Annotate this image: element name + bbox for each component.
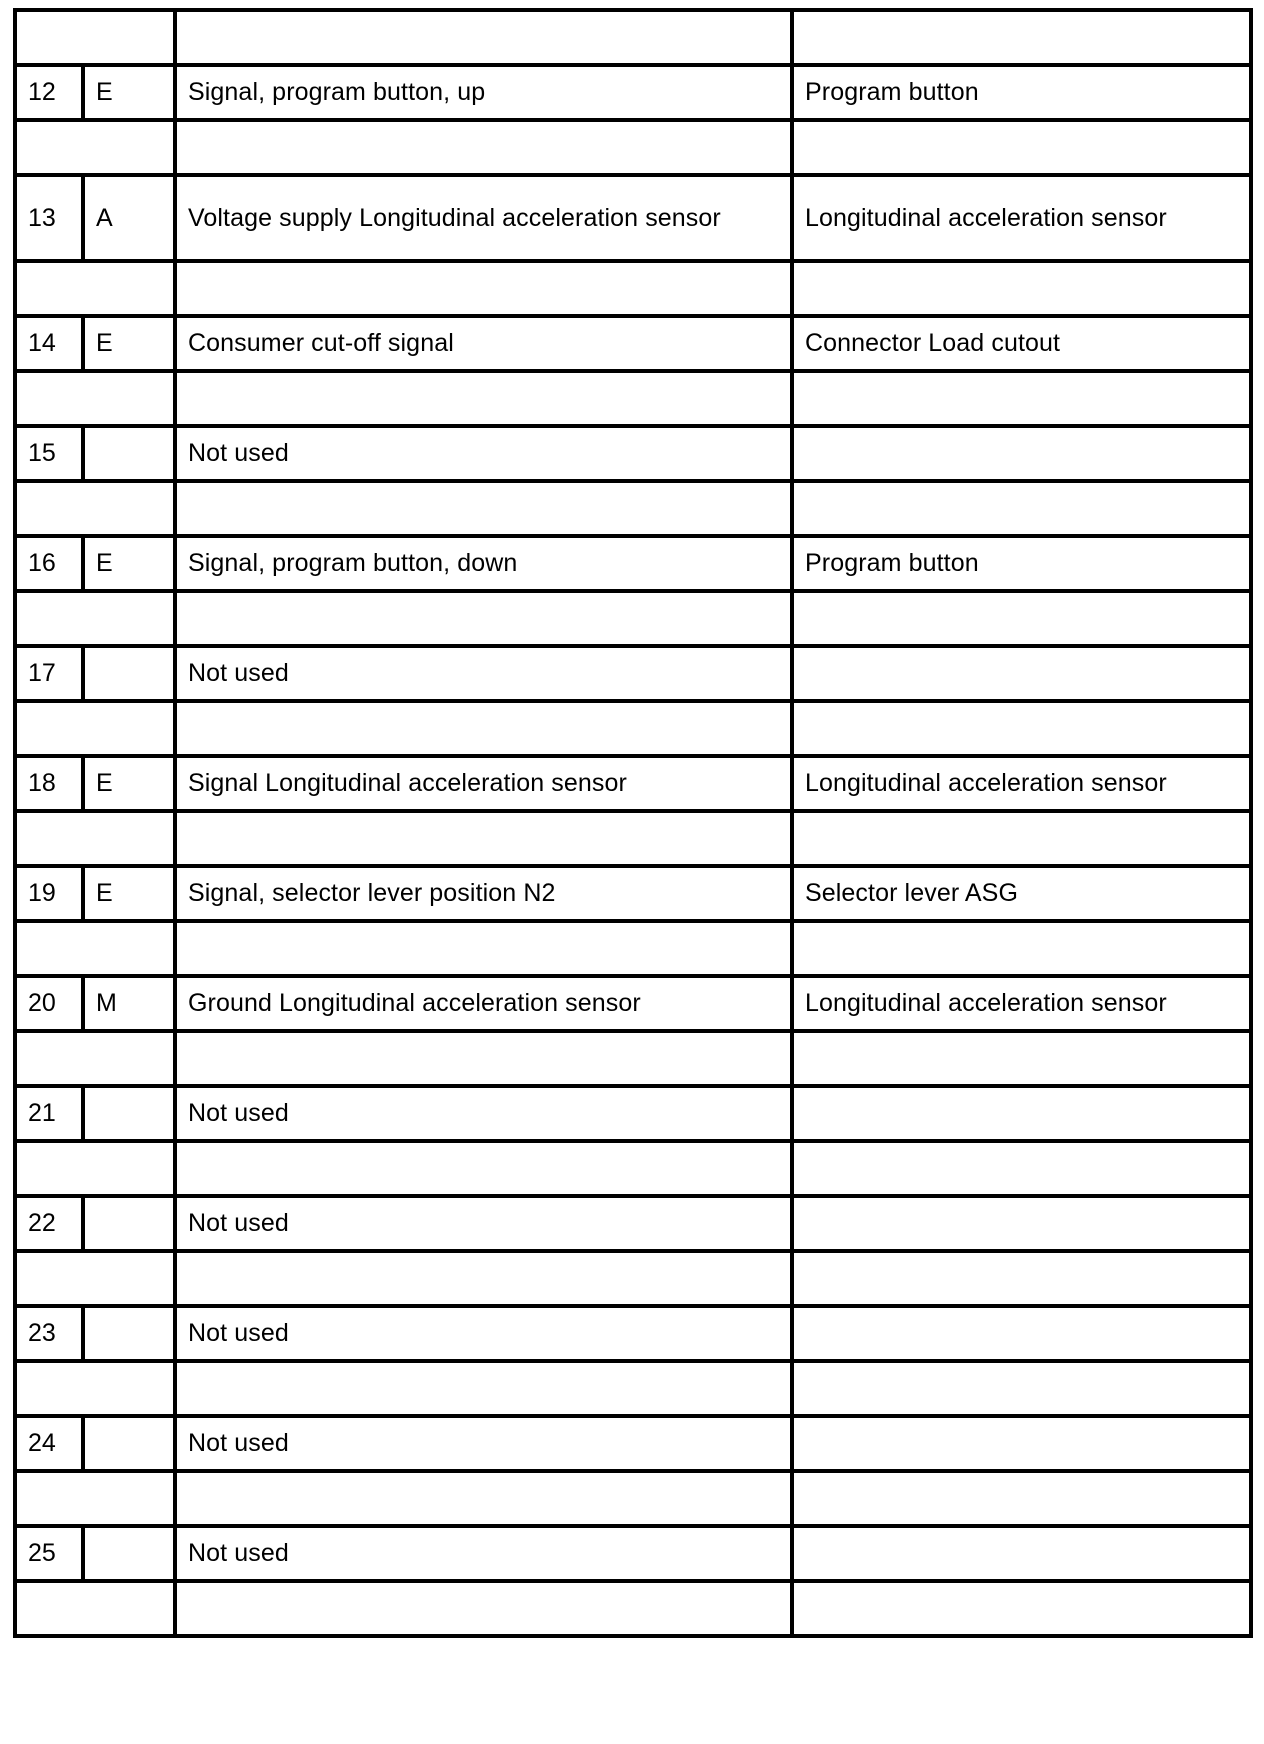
- spacer-row: [15, 701, 1251, 756]
- table-row: [15, 1196, 1251, 1251]
- description-cell: Not used: [175, 1306, 792, 1361]
- spacer-row: [15, 1141, 1251, 1196]
- table-row: [15, 646, 1251, 701]
- spacer-row: [15, 591, 1251, 646]
- component-cell: [792, 1306, 1251, 1361]
- description-cell: Not used: [175, 1416, 792, 1471]
- description-cell: Signal, program button, up: [175, 65, 792, 120]
- table-row: [15, 316, 1251, 371]
- description-cell: Signal Longitudinal acceleration sensor: [175, 756, 792, 811]
- spacer-cell: [175, 1361, 792, 1416]
- spacer-cell: [792, 481, 1251, 536]
- signal-type-cell: M: [83, 976, 175, 1031]
- signal-type-cell: [83, 1416, 175, 1471]
- component-cell: Longitudinal acceleration sensor: [792, 175, 1251, 261]
- spacer-row: [15, 261, 1251, 316]
- component-cell: Connector Load cutout: [792, 316, 1251, 371]
- component-cell: Program button: [792, 536, 1251, 591]
- signal-type-cell: [83, 646, 175, 701]
- table-row: [15, 976, 1251, 1031]
- description-cell: Not used: [175, 1086, 792, 1141]
- spacer-cell: [792, 701, 1251, 756]
- component-cell: [792, 426, 1251, 481]
- spacer-cell: [792, 1251, 1251, 1306]
- spacer-cell: [792, 371, 1251, 426]
- component-cell: Program button: [792, 65, 1251, 120]
- pin-number-cell: 22: [15, 1196, 83, 1251]
- pin-number-cell: 21: [15, 1086, 83, 1141]
- spacer-cell: [792, 261, 1251, 316]
- signal-type-cell: [83, 1086, 175, 1141]
- description-cell: Consumer cut-off signal: [175, 316, 792, 371]
- spacer-cell: [15, 811, 175, 866]
- spacer-cell: [792, 1361, 1251, 1416]
- table-row: [15, 866, 1251, 921]
- component-cell: [792, 1196, 1251, 1251]
- spacer-cell: [15, 701, 175, 756]
- signal-type-cell: E: [83, 316, 175, 371]
- spacer-cell: [792, 10, 1251, 65]
- spacer-cell: [175, 261, 792, 316]
- pin-number-cell: 19: [15, 866, 83, 921]
- component-cell: [792, 646, 1251, 701]
- component-cell: [792, 1526, 1251, 1581]
- component-cell: Longitudinal acceleration sensor: [792, 756, 1251, 811]
- spacer-cell: [15, 1581, 175, 1636]
- spacer-cell: [175, 811, 792, 866]
- spacer-cell: [15, 1251, 175, 1306]
- signal-type-cell: [83, 1306, 175, 1361]
- spacer-row: [15, 811, 1251, 866]
- signal-type-cell: E: [83, 536, 175, 591]
- spacer-cell: [15, 371, 175, 426]
- pin-number-cell: 20: [15, 976, 83, 1031]
- signal-type-cell: [83, 426, 175, 481]
- spacer-cell: [792, 120, 1251, 175]
- spacer-row: [15, 1581, 1251, 1636]
- spacer-cell: [15, 591, 175, 646]
- spacer-row: [15, 481, 1251, 536]
- spacer-cell: [175, 10, 792, 65]
- component-cell: Longitudinal acceleration sensor: [792, 976, 1251, 1031]
- pin-number-cell: 13: [15, 175, 83, 261]
- table-row: [15, 65, 1251, 120]
- spacer-cell: [175, 1141, 792, 1196]
- spacer-cell: [175, 1251, 792, 1306]
- spacer-row: [15, 1471, 1251, 1526]
- spacer-cell: [175, 701, 792, 756]
- pin-number-cell: 12: [15, 65, 83, 120]
- pin-number-cell: 18: [15, 756, 83, 811]
- spacer-cell: [792, 921, 1251, 976]
- description-cell: Voltage supply Longitudinal acceleration sensor: [175, 175, 792, 261]
- spacer-row: [15, 371, 1251, 426]
- table-row: [15, 1526, 1251, 1581]
- spacer-cell: [175, 1471, 792, 1526]
- description-cell: Signal, program button, down: [175, 536, 792, 591]
- component-cell: [792, 1086, 1251, 1141]
- spacer-cell: [15, 481, 175, 536]
- pin-number-cell: 17: [15, 646, 83, 701]
- spacer-cell: [792, 811, 1251, 866]
- spacer-cell: [792, 1031, 1251, 1086]
- spacer-cell: [792, 1141, 1251, 1196]
- table-row: [15, 175, 1251, 261]
- spacer-row: [15, 10, 1251, 65]
- spacer-cell: [175, 371, 792, 426]
- spacer-cell: [15, 1361, 175, 1416]
- spacer-cell: [792, 591, 1251, 646]
- description-cell: Not used: [175, 1196, 792, 1251]
- spacer-cell: [15, 120, 175, 175]
- component-cell: [792, 1416, 1251, 1471]
- signal-type-cell: [83, 1196, 175, 1251]
- description-cell: Signal, selector lever position N2: [175, 866, 792, 921]
- table-body: [15, 10, 1251, 1636]
- spacer-cell: [15, 1031, 175, 1086]
- spacer-row: [15, 1031, 1251, 1086]
- signal-type-cell: A: [83, 175, 175, 261]
- pin-number-cell: 15: [15, 426, 83, 481]
- pin-number-cell: 23: [15, 1306, 83, 1361]
- pin-assignment-table: [13, 8, 1253, 1638]
- spacer-row: [15, 120, 1251, 175]
- table-row: [15, 536, 1251, 591]
- spacer-cell: [15, 921, 175, 976]
- spacer-cell: [175, 591, 792, 646]
- table-row: [15, 426, 1251, 481]
- spacer-cell: [15, 10, 175, 65]
- spacer-cell: [175, 481, 792, 536]
- spacer-cell: [15, 1141, 175, 1196]
- spacer-cell: [175, 921, 792, 976]
- spacer-cell: [792, 1471, 1251, 1526]
- description-cell: Ground Longitudinal acceleration sensor: [175, 976, 792, 1031]
- spacer-cell: [175, 1581, 792, 1636]
- description-cell: Not used: [175, 1526, 792, 1581]
- signal-type-cell: [83, 1526, 175, 1581]
- spacer-row: [15, 921, 1251, 976]
- spacer-row: [15, 1361, 1251, 1416]
- spacer-cell: [792, 1581, 1251, 1636]
- pin-number-cell: 14: [15, 316, 83, 371]
- description-cell: Not used: [175, 646, 792, 701]
- pin-number-cell: 25: [15, 1526, 83, 1581]
- signal-type-cell: E: [83, 866, 175, 921]
- pin-number-cell: 24: [15, 1416, 83, 1471]
- spacer-cell: [15, 261, 175, 316]
- component-cell: Selector lever ASG: [792, 866, 1251, 921]
- table-row: [15, 1306, 1251, 1361]
- spacer-cell: [175, 120, 792, 175]
- spacer-row: [15, 1251, 1251, 1306]
- spacer-cell: [175, 1031, 792, 1086]
- signal-type-cell: E: [83, 65, 175, 120]
- table-row: [15, 756, 1251, 811]
- table-row: [15, 1086, 1251, 1141]
- description-cell: Not used: [175, 426, 792, 481]
- table-row: [15, 1416, 1251, 1471]
- pin-number-cell: 16: [15, 536, 83, 591]
- signal-type-cell: E: [83, 756, 175, 811]
- spacer-cell: [15, 1471, 175, 1526]
